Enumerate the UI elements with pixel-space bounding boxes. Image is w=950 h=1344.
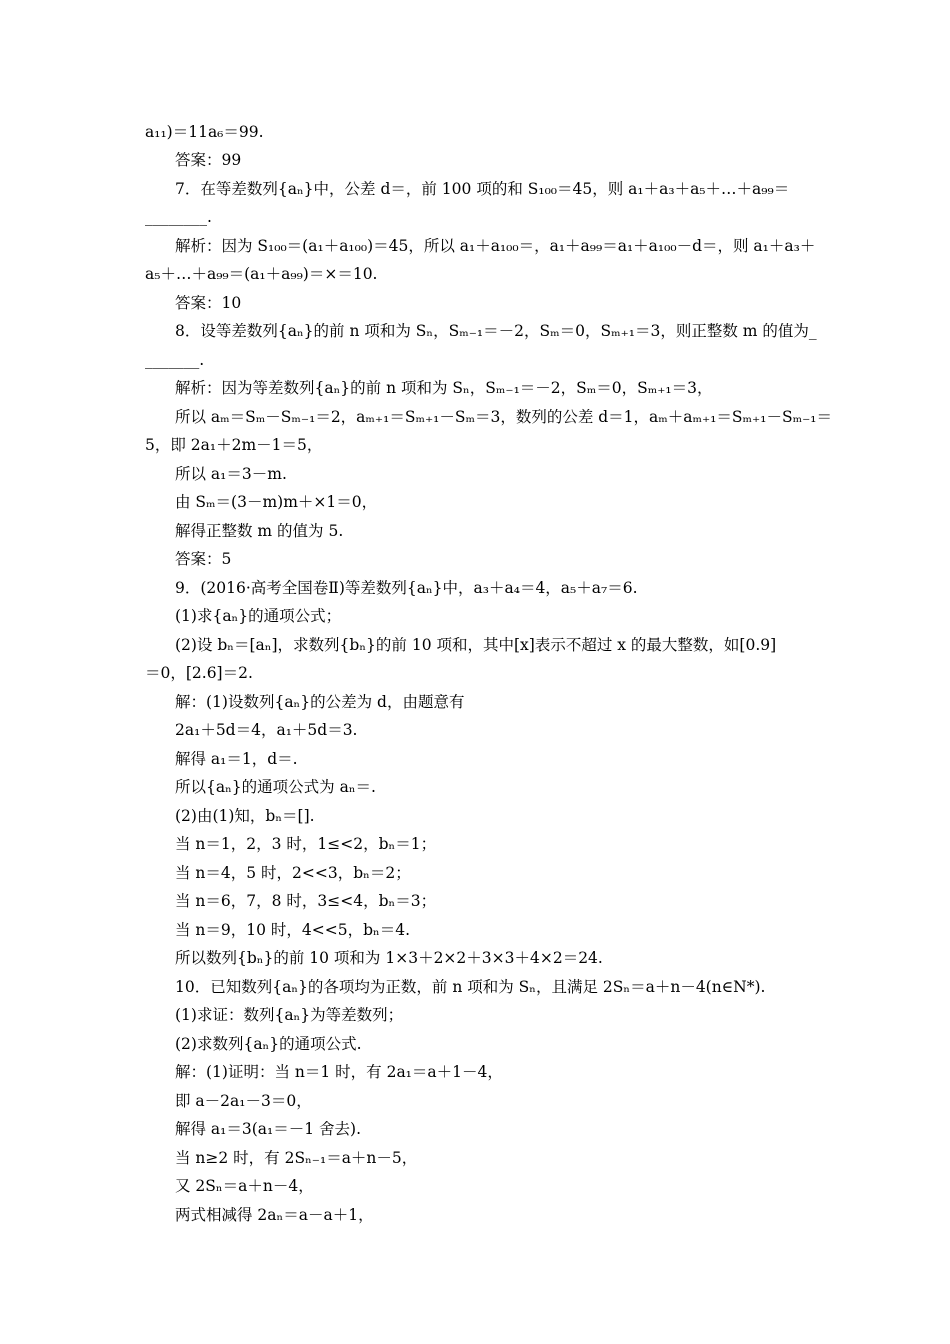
question-9: 9．(2016·高考全国卷Ⅱ)等差数列{aₙ}中，a₃＋a₄＝4，a₅＋a₇＝6. bbox=[175, 579, 638, 597]
solution-line: 当 n＝1，2，3 时，1≤<2，bₙ＝1； bbox=[175, 835, 437, 853]
question-10: 10．已知数列{aₙ}的各项均为正数，前 n 项和为 Sₙ，且满足 2Sₙ＝a＋n－4(n∈N*). bbox=[175, 978, 766, 996]
solution-line: 当 n＝6，7，8 时，3≤<4，bₙ＝3； bbox=[175, 892, 437, 910]
question-8: 8．设等差数列{aₙ}的前 n 项和为 Sₙ，Sₘ₋₁＝－2，Sₘ＝0，Sₘ₊₁＝3，则正整数 m 的值为_ bbox=[175, 322, 817, 340]
answer-line: 答案：5 bbox=[175, 550, 232, 568]
answer-blank: ________. bbox=[145, 208, 212, 226]
solution-line: 又 2Sₙ＝a＋n－4， bbox=[175, 1177, 314, 1195]
solution-line: 两式相减得 2aₙ＝a－a＋1， bbox=[175, 1206, 374, 1224]
solution-line: 解：(1)设数列{aₙ}的公差为 d，由题意有 bbox=[175, 693, 465, 711]
solution-line: 解：(1)证明：当 n＝1 时，有 2a₁＝a＋1－4， bbox=[175, 1063, 503, 1081]
solution-line: 解得 a₁＝3(a₁＝－1 舍去). bbox=[175, 1120, 362, 1138]
question-7: 7．在等差数列{aₙ}中，公差 d＝，前 100 项的和 S₁₀₀＝45，则 a₁＋a₃＋a₅＋…＋a₉₉＝ bbox=[175, 180, 790, 198]
solution-line: 2a₁＋5d＝4，a₁＋5d＝3. bbox=[175, 721, 358, 739]
answer-line: 答案：99 bbox=[175, 151, 242, 169]
sub-question: ＝0，[2.6]＝2. bbox=[145, 664, 253, 682]
answer-line: 答案：10 bbox=[175, 294, 242, 312]
solution-line: 所以 a₁＝3－m. bbox=[175, 465, 287, 483]
solution-line: 解得 a₁＝1，d＝. bbox=[175, 750, 298, 768]
sub-question: (2)设 bₙ＝[aₙ]，求数列{bₙ}的前 10 项和，其中[x]表示不超过 x 的最大整数，如[0.9] bbox=[175, 636, 777, 654]
solution-line: 当 n＝9，10 时，4<<5，bₙ＝4. bbox=[175, 921, 411, 939]
solution-line: 所以{aₙ}的通项公式为 aₙ＝. bbox=[175, 778, 376, 796]
solution-line: 即 a－2a₁－3＝0， bbox=[175, 1092, 312, 1110]
solution-line: 解析：因为等差数列{aₙ}的前 n 项和为 Sₙ，Sₘ₋₁＝－2，Sₘ＝0，Sₘ₊₁＝3， bbox=[175, 379, 713, 397]
answer-blank: _______. bbox=[145, 351, 205, 369]
text-line: a₁₁)＝11a₆＝99. bbox=[145, 123, 264, 141]
sub-question: (2)求数列{aₙ}的通项公式. bbox=[175, 1035, 362, 1053]
solution-line: 所以数列{bₙ}的前 10 项和为 1×3＋2×2＋3×3＋4×2＝24. bbox=[175, 949, 603, 967]
solution-line: 所以 aₘ＝Sₘ－Sₘ₋₁＝2，aₘ₊₁＝Sₘ₊₁－Sₘ＝3，数列的公差 d＝1，aₘ＋aₘ₊₁＝Sₘ₊₁－Sₘ₋₁＝ bbox=[175, 408, 832, 426]
sub-question: (1)求{aₙ}的通项公式； bbox=[175, 607, 342, 625]
solution-line: 解得正整数 m 的值为 5. bbox=[175, 522, 344, 540]
solution-line: a₅＋…＋a₉₉＝(a₁＋a₉₉)＝×＝10. bbox=[145, 265, 378, 283]
solution-line: 5，即 2a₁＋2m－1＝5， bbox=[145, 436, 323, 454]
solution-line: (2)由(1)知，bₙ＝[]. bbox=[175, 807, 315, 825]
solution-line: 当 n≥2 时，有 2Sₙ₋₁＝a＋n－5， bbox=[175, 1149, 418, 1167]
solution-line: 解析：因为 S₁₀₀＝(a₁＋a₁₀₀)＝45，所以 a₁＋a₁₀₀＝，a₁＋a₉₉＝a₁＋a₁₀₀－d＝，则 a₁＋a₃＋ bbox=[175, 237, 816, 255]
solution-line: 由 Sₘ＝(3－m)m＋×1＝0， bbox=[175, 493, 378, 511]
solution-line: 当 n＝4，5 时，2<<3，bₙ＝2； bbox=[175, 864, 411, 882]
sub-question: (1)求证：数列{aₙ}为等差数列； bbox=[175, 1006, 404, 1024]
